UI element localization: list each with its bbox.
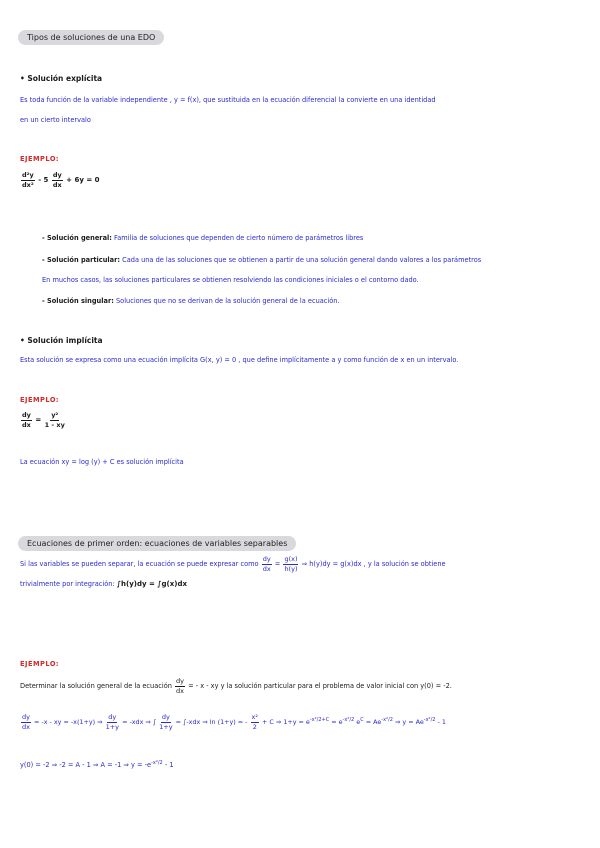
example-label-3: EJEMPLO:: [20, 660, 60, 668]
explicit-text-2: en un cierto intervalo: [20, 116, 91, 124]
explicit-text-1: Es toda función de la variable independiente , y = f(x), que sustituida en la ecuación diferencial la convierte en una identidad: [20, 96, 436, 104]
example2-statement: Determinar la solución general de la ecuación $\frac{dy}{dx}$ = - x - xy y la solución particular para el problema de valor inicial con y(0) = -2.: [20, 677, 452, 695]
explicit-heading: • Solución explícita: [20, 74, 103, 83]
example2-solution-line-2: y(0) = -2 ⇒ -2 = A - 1 ⇒ A = -1 ⇒ $y = -e^{-x^2/2} - 1$: [20, 760, 174, 770]
separable-integration: trivialmente por integración: ∫h(y)dy = ∫g(x)dx: [20, 580, 187, 588]
example-label-2: EJEMPLO:: [20, 396, 60, 404]
example2-solution-line-1: $\frac{dy}{dx}$ = -x - xy = -x(1+y) ⇒ $\frac{dy}{1+y}$ = -xdx ⇒ ∫ $\frac{dy}{1+y}$ = ∫-xdx ⇒ ln (1+y) = - $\frac{\text{x²}}{2}$ + C ⇒ $1+y = e^{-x^2/2+C} = e^{-x^2/2}$ $e^C = Ae^{-x^2/2}$ ⇒ $y = Ae^{-x^2/2} - 1$: [22, 713, 446, 731]
type-particular: - Solución particular: Cada una de las soluciones que se obtienen a partir de una solución general dando valores a los parámetros: [42, 256, 482, 264]
implicit-heading: • Solución implícita: [20, 336, 103, 345]
type-particular-continued: En muchos casos, las soluciones particulares se obtienen resolviendo las condiciones iniciales o el contorno dado.: [42, 276, 419, 284]
section-title-solution-types: Tipos de soluciones de una EDO: [18, 30, 164, 45]
implicit-example-equation: $\frac{dy}{dx}$ = $\frac{\text{y²}}{1 - xy}$: [22, 411, 65, 429]
implicit-conclusion: La ecuación xy = log (y) + C es solución implícita: [20, 458, 184, 466]
implicit-text: Esta solución se expresa como una ecuación implícita G(x, y) = 0 , que define implícitamente a y como función de x en un intervalo.: [20, 356, 459, 364]
section-title-separable: Ecuaciones de primer orden: ecuaciones de variables separables: [18, 536, 296, 551]
explicit-example-equation: $\frac{\text{d²y}}{\text{dx²}}$ - 5 $\frac{dy}{dx}$ + 6y = 0: [22, 171, 100, 189]
type-singular: - Solución singular: Soluciones que no se derivan de la solución general de la ecuación.: [42, 297, 340, 305]
type-general: - Solución general: Familia de soluciones que dependen de cierto número de parámetros libres: [42, 234, 364, 242]
separable-text: Si las variables se pueden separar, la ecuación se puede expresar como $\frac{dy}{dx}$ = $\frac{g(x)}{h(y)}$ ⇒ h(y)dy = g(x)dx , y la solución se obtiene: [20, 555, 446, 573]
example-label-1: EJEMPLO:: [20, 155, 60, 163]
